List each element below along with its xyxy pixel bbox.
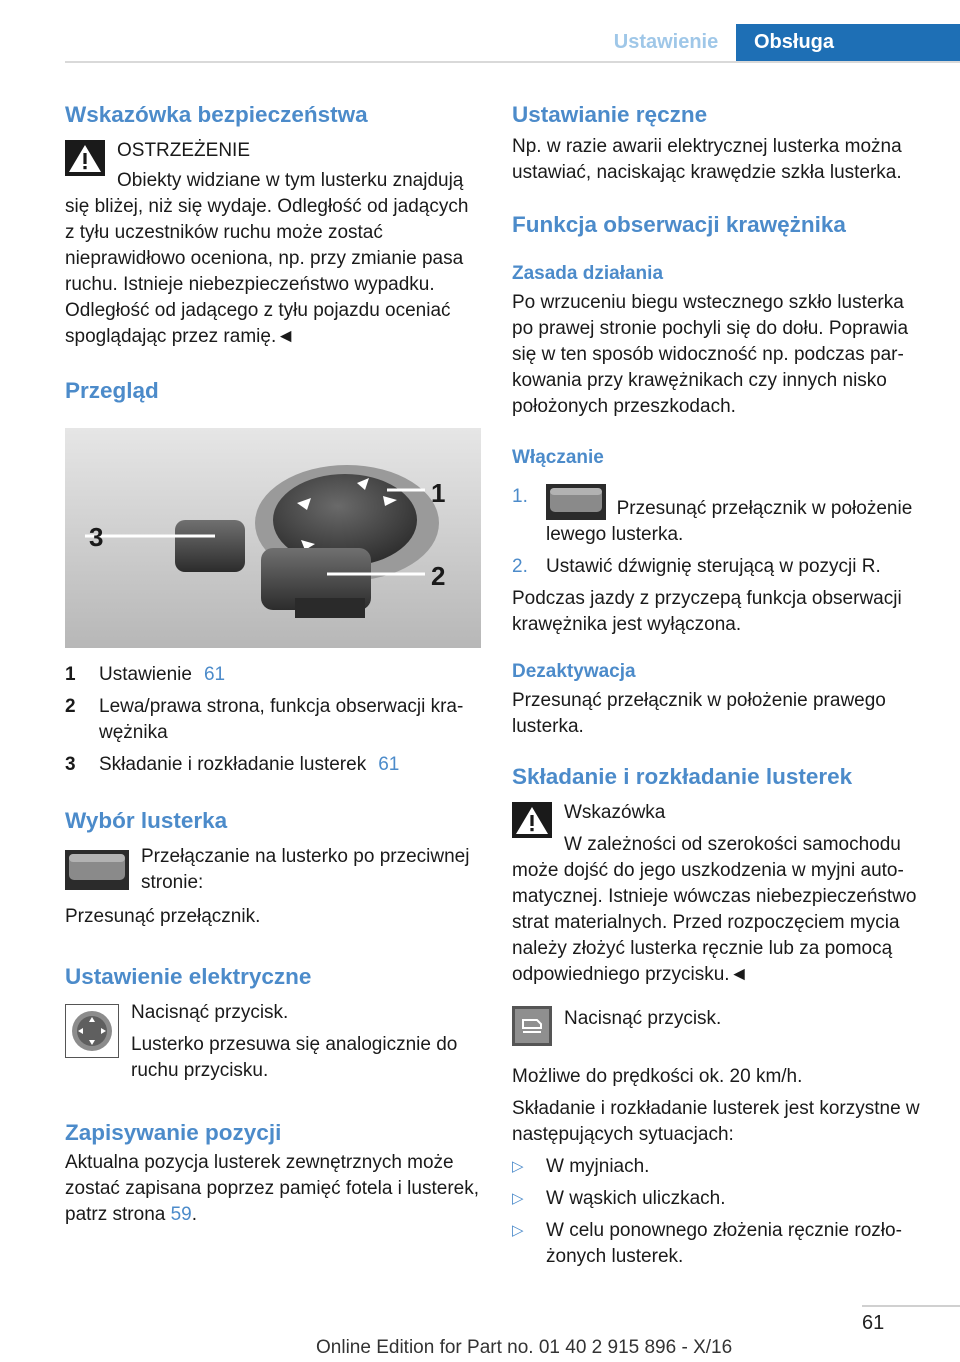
photo-label-2: 2 xyxy=(431,561,446,591)
fold-bullet-list xyxy=(512,1154,928,1270)
legend-page-link[interactable]: 61 xyxy=(378,754,400,775)
page-number: 61 xyxy=(862,1312,885,1334)
list-item: ▷ W celu ponownego złożenia ręcznie rozłożonych lusterek. xyxy=(512,1218,928,1270)
legend-page-link[interactable]: 61 xyxy=(203,664,226,685)
mirror-switch-icon xyxy=(65,850,129,890)
fold-warning-text: W zależności od szerokości samochodu może dojść do jego uszkodzenia w myjni automatycznej. Istnieje wówczas niebezpieczeństwo strat materialnych. Przed rozpoczęciem mycia należy złożyć lusterka ręcznie lub za pomocą odpowiedniego przycisku.◄ xyxy=(512,834,917,985)
electric-title: Ustawienie elektryczne xyxy=(65,964,312,989)
header-section-tab[interactable]: Ustawienie xyxy=(613,31,719,53)
mirror-select-text: Przełączanie na lusterko po przeciwnej stronie: xyxy=(141,846,470,893)
on-title: Włączanie xyxy=(512,447,604,468)
on-note: Podczas jazdy z przyczepą funkcja obserwacji krawężnika jest wyłączona. xyxy=(512,588,902,635)
photo-label-1: 1 xyxy=(431,478,446,508)
electric-text-1: Nacisnąć przycisk. xyxy=(131,1002,289,1023)
fold-press-text: Nacisnąć przycisk. xyxy=(564,1008,722,1029)
safety-title: Wskazówka bezpieczeństwa xyxy=(65,102,368,127)
manual-text: Np. w razie awarii elektrycznej lusterka można ustawiać, naciskając krawędzie szkła lusterka. xyxy=(512,136,902,183)
on-steps xyxy=(512,484,928,580)
fold-title: Składanie i rozkładanie lusterek xyxy=(512,764,853,789)
principle-title: Zasada działania xyxy=(512,263,664,284)
photo-legend xyxy=(65,662,481,778)
electric-text-2: Lusterko przesuwa się analogicznie do ruchu przycisku. xyxy=(131,1034,458,1081)
off-title: Dezaktywacja xyxy=(512,661,636,682)
left-column xyxy=(65,100,481,1228)
principle-text: Po wrzuceniu biegu wstecznego szkło lusterka po prawej stronie pochyli się do dołu. Poprawia się w ten sposób widoczność np. podczas parkowania przy krawężnikach czy innych nisko położonych przeszkodach. xyxy=(512,292,909,417)
mirror-controls-illustration xyxy=(65,428,481,648)
manual-title: Ustawianie ręczne xyxy=(512,102,708,127)
fold-warning-block xyxy=(512,800,928,988)
footer-rule xyxy=(862,1305,960,1307)
off-text: Przesunąć przełącznik w położenie prawego lusterka. xyxy=(512,690,886,737)
save-page-link[interactable]: 59 xyxy=(170,1204,192,1225)
mirror-switch-icon xyxy=(546,484,606,520)
warning-heading: OSTRZEŻENIE xyxy=(117,140,251,161)
fold-button-block xyxy=(512,1006,928,1050)
electric-block xyxy=(65,1000,481,1084)
warning-triangle-icon xyxy=(512,802,552,838)
list-item: ▷ W myjniach. xyxy=(512,1154,928,1180)
overview-title: Przegląd xyxy=(65,378,159,403)
curb-title: Funkcja obserwacji krawężnika xyxy=(512,212,846,237)
legend-item: 3 Składanie i rozkładanie lusterek 61 xyxy=(65,754,400,775)
fold-mirror-button-icon xyxy=(512,1006,552,1046)
legend-item: 2 Lewa/prawa strona, funkcja obserwacji krawężnika xyxy=(65,696,464,743)
bullet-triangle-icon: ▷ xyxy=(512,1158,524,1175)
right-column xyxy=(512,100,928,1270)
fold-speed-text: Możliwe do prędkości ok. 20 km/h. xyxy=(512,1066,803,1087)
fold-warning-heading: Wskazówka xyxy=(564,802,666,823)
list-item: ▷ W wąskich uliczkach. xyxy=(512,1186,928,1212)
warning-block xyxy=(65,138,481,350)
mirror-controls-photo xyxy=(65,428,481,648)
mirror-select-action: Przesunąć przełącznik. xyxy=(65,906,261,927)
photo-label-3: 3 xyxy=(89,522,104,552)
bullet-triangle-icon: ▷ xyxy=(512,1190,524,1207)
fold-useful-text: Składanie i rozkładanie lusterek jest korzystne w następujących sytuacjach: xyxy=(512,1098,920,1145)
header-rule xyxy=(65,61,960,63)
legend-item: 1 Ustawienie 61 xyxy=(65,664,226,685)
step-item: 1. Przesunąć przełącznik w położenie lewego lusterka. xyxy=(512,486,913,545)
step-item: 2. Ustawić dźwignię sterującą w pozycji R. xyxy=(512,556,881,577)
header-chapter-tab[interactable]: Obsługa xyxy=(736,24,960,61)
warning-text: Obiekty widziane w tym lusterku znajdują się bliżej, niż się wydaje. Odległość od jadących z tyłu uczestników ruchu może zostać nieprawidłowo oceniona, np. przy zmianie pasa ruchu. Istnieje niebezpieczeństwo wypadku. Odległość od jadącego z tyłu pojazdu oceniać spoglądając przez ramię.◄ xyxy=(65,170,469,347)
save-text: Aktualna pozycja lusterek zewnętrznych może zostać zapisana poprzez pamięć fotela i lusterek, patrz strona 59. xyxy=(65,1152,479,1225)
mirror-select-title: Wybór lusterka xyxy=(65,808,228,833)
save-title: Zapisywanie pozycji xyxy=(65,1120,282,1145)
warning-triangle-icon xyxy=(65,140,105,176)
bullet-triangle-icon: ▷ xyxy=(512,1222,524,1239)
footer-edition: Online Edition for Part no. 01 40 2 915 896 - X/16 xyxy=(316,1337,733,1358)
mirror-select-block xyxy=(65,844,481,896)
joystick-button-icon xyxy=(65,1004,119,1058)
